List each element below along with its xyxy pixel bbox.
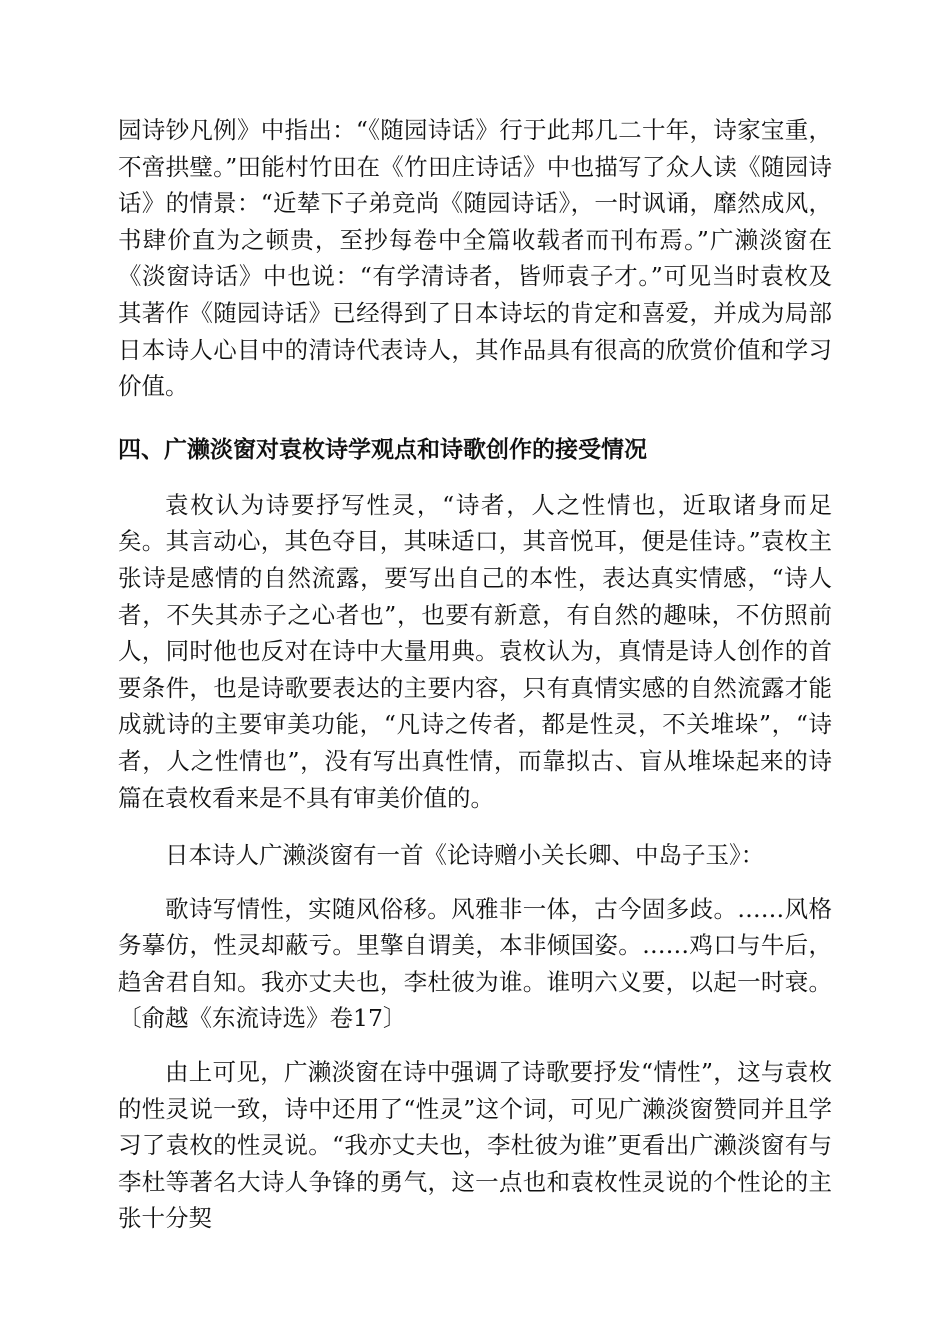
document-page bbox=[118, 112, 832, 1237]
paragraph-poem-text: 歌诗写情性，实随风俗移。风雅非一体，古今固多歧。……风格务摹仿，性灵却蔽亏。里擎自谓美，本非倾国姿。……鸡口与牛后，趋舍君自知。我亦丈夫也，李杜彼为谁。谁明六义要，以起一时衰。〔俞越《东流诗选》卷17〕 bbox=[118, 894, 832, 1033]
paragraph-poem-intro: 日本诗人广濑淡窗有一首《论诗赠小关长卿、中岛子玉》： bbox=[165, 841, 765, 870]
paragraph-yuanmei-theory: 袁枚认为诗要抒写性灵，“诗者，人之性情也，近取诸身而足矣。其言动心，其色夺目，其味适口，其音悦耳，便是佳诗。”袁枚主张诗是感情的自然流露，要写出自己的本性，表达真实情感，“诗人者，不失其赤子之心者也”，也要有新意，有自然的趣味，不仿照前人，同时他也反对在诗中大量用典。袁枚认为，真情是诗人创作的首要条件，也是诗歌要表达的主要内容，只有真情实感的自然流露才能成就诗的主要审美功能，“凡诗之传者，都是性灵，不关堆垛”，“诗者，人之性情也”，没有写出真性情，而靠拟古、盲从堆垛起来的诗篇在袁枚看来是不具有审美价值的。 bbox=[118, 490, 832, 812]
paragraph-conclusion: 由上可见，广濑淡窗在诗中强调了诗歌要抒发“情性”，这与袁枚的性灵说一致，诗中还用了“性灵”这个词，可见广濑淡窗赞同并且学习了袁枚的性灵说。“我亦丈夫也，李杜彼为谁”更看出广濑淡窗有与李杜等著名大诗人争锋的勇气，这一点也和袁枚性灵说的个性论的主张十分契 bbox=[118, 1058, 832, 1233]
section-heading: 四、广濑淡窗对袁枚诗学观点和诗歌创作的接受情况 bbox=[118, 436, 647, 463]
paragraph-continuation: 园诗钞凡例》中指出：“《随园诗话》行于此邦几二十年，诗家宝重，不啻拱璧。”田能村竹田在《竹田庄诗话》中也描写了众人读《随园诗话》的情景：“近辇下子弟竞尚《随园诗话》，一时讽诵，靡然成风，书肆价直为之顿贵，至抄每卷中全篇收载者而刊布焉。”广濑淡窗在《淡窗诗话》中也说：“有学清诗者，皆师袁子才。”可见当时袁枚及其著作《随园诗话》已经得到了日本诗坛的肯定和喜爱，并成为局部日本诗人心目中的清诗代表诗人，其作品具有很高的欣赏价值和学习价值。 bbox=[118, 116, 832, 401]
